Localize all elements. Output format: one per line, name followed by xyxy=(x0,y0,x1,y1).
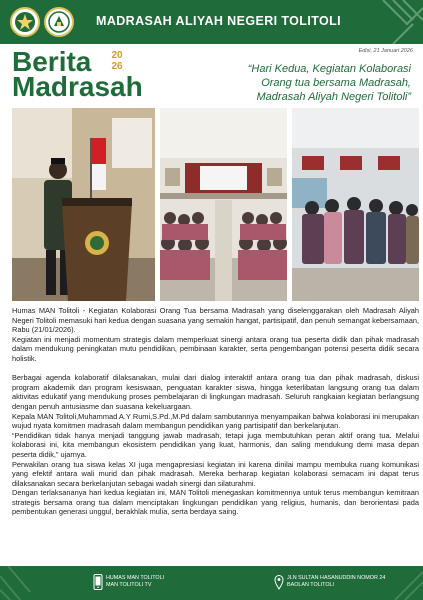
article-paragraph-5: “Pendidikan tidak hanya menjadi tanggung jawab madrasah, tetapi juga membutuhkan peran aktif orang tua. Melalui kolaborasi ini, kita membangun ekosistem pendidikan yang kuat, harmonis, dan saling mendukung demi masa depan peserta didik,” ujarnya. xyxy=(12,430,419,459)
headline-line1: “Hari Kedua, Kegiatan Kolaborasi xyxy=(247,63,411,75)
school-name: MADRASAH ALIYAH NEGERI TOLITOLI xyxy=(96,14,342,28)
headline-line2: Orang tua bersama Madrasah, xyxy=(261,77,411,89)
footer-address-line1: JLN SULTAN HASANUDDIN NOMOR 24 xyxy=(287,575,386,581)
header-decoration xyxy=(363,0,423,44)
article-body xyxy=(12,306,419,517)
photo-hall-audience xyxy=(160,108,287,301)
footer-address xyxy=(287,575,385,588)
article-paragraph-7: Dengan terlaksananya hari kedua kegiatan ini, MAN Tolitoli menegaskan komitmennya untuk terus membangun kemitraan strategis bersama orang tua dalam menciptakan lingkungan pendidikan yang religius, humanis, dan berorientasi pada pembentukan generasi unggul, berakhlak mulia, serta berdaya saing. xyxy=(12,488,419,517)
footer-social-line1: HUMAS MAN TOLITOLI xyxy=(106,575,165,581)
phone-icon xyxy=(93,574,103,590)
article-paragraph-2: Kegiatan ini menjadi momentum strategis dalam memperkuat sinergi antara orang tua peserta didik dan pihak madrasah dalam mendukung peningkatan mutu pendidikan, pembinaan karakter, serta pengembangan potensi peserta didik secara holistik. xyxy=(12,334,419,363)
brand-year-top: 20 xyxy=(111,50,123,61)
footer-social xyxy=(106,575,164,588)
madrasah-emblem-icon xyxy=(44,7,74,37)
article-paragraph-1: Humas MAN Tolitoli - Kegiatan Kolaborasi Orang Tua bersama Madrasah yang diselenggarakan oleh Madrasah Aliyah Negeri Tolitoli memasuki hari kedua dengan suasana yang semakin hangat, partisipatif, dan penuh semangat kebersamaan, Rabu (21/01/2026). xyxy=(12,306,419,335)
header-bar xyxy=(0,0,423,44)
location-pin-icon xyxy=(274,574,284,590)
brand-year xyxy=(104,50,130,72)
edition-date: Edisi, 21 Januari 2026 xyxy=(358,48,413,54)
brand-title-line1: Berita xyxy=(12,46,92,77)
photo-speaker-podium xyxy=(12,108,155,301)
ministry-emblem-icon xyxy=(10,7,40,37)
article-paragraph-4: Kepala MAN Tolitoli,Muhammad A.Y Rumi,S.Pd.,M.Pd dalam sambutannya menyampaikan bahwa kolaborasi ini merupakan wujud nyata komitmen madrasah dalam membangun pendidikan yang partisipatif dan berkelanjutan. xyxy=(12,411,419,431)
headline xyxy=(181,62,411,104)
headline-line3: Madrasah Aliyah Negeri Tolitoli” xyxy=(256,91,411,103)
footer-bar xyxy=(0,566,423,600)
footer-address-line2: BAOLAN TOLITOLI xyxy=(287,581,335,588)
article-paragraph-3: Berbagai agenda kolaboratif dilaksanakan, mulai dari dialog interaktif antara orang tua dan pihak madrasah, diskusi program akademik dan program kesiswaan, penguatan karakter siswa, hingga keterlibatan langsung orang tua dalam aktivitas edukatif yang mendukung proses pembelajaran di lingkungan madrasah. Seluruh rangkaian kegiatan berlangsung dengan penuh antusiasme dan suasana kekeluargaan. xyxy=(12,373,419,411)
photo-parents-seated xyxy=(292,108,419,301)
brand-title-line2: Madrasah xyxy=(12,71,143,102)
footer-social-line2: MAN TOLITOLI TV xyxy=(106,581,152,588)
article-paragraph-6: Perwakilan orang tua siswa kelas XI juga mengapresiasi kegiatan ini karena dinilai mampu membuka ruang komunikasi yang efektif antara wali murid dan pihak madrasah. Mereka berharap kegiatan kolaborasi semacam ini dapat terus dilaksanakan secara berkelanjutan sebagai wadah sinergi dan silaturahmi. xyxy=(12,459,419,488)
brand-year-bottom: 26 xyxy=(111,61,123,72)
